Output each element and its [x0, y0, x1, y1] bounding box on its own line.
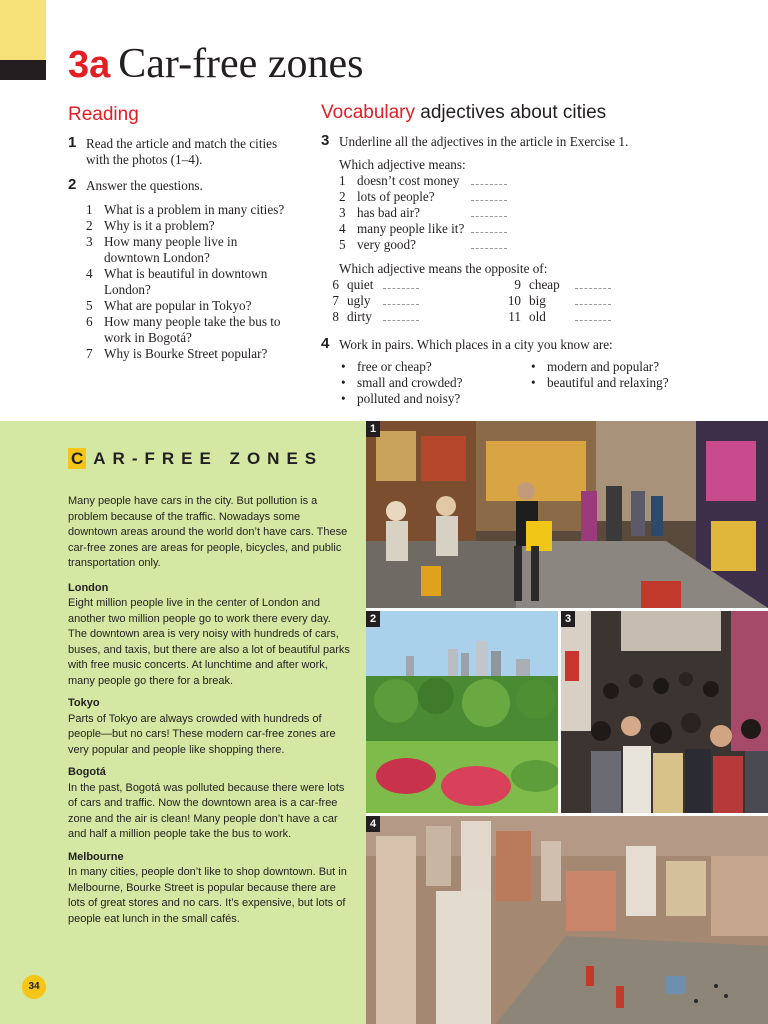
means-item [339, 173, 741, 189]
item-text: lots of people? [357, 189, 435, 204]
section-heading-bogota: Bogotá [68, 766, 106, 778]
prompt-opposite: Which adjective means the opposite of: [339, 261, 548, 276]
exercise-number: 2 [68, 176, 77, 193]
item-text: dirty [347, 309, 372, 324]
bullet-item: • free or cheap? [339, 359, 519, 375]
vocabulary-heading-red: Vocabulary [321, 102, 416, 123]
exercise-number: 3 [321, 132, 330, 149]
vocabulary-heading-rest: adjectives about cities [420, 102, 607, 123]
question-number: 5 [86, 298, 93, 313]
means-item [339, 205, 741, 221]
answer-blank [471, 175, 507, 185]
item-number: 9 [514, 277, 521, 292]
article-title [68, 449, 323, 469]
question-number: 1 [86, 202, 93, 217]
item-number: 1 [339, 173, 346, 188]
exercise-2 [68, 178, 298, 362]
question-text: Why is it a problem? [104, 218, 215, 233]
opposite-item [503, 277, 663, 293]
question-text: What is a problem in many cities? [104, 202, 285, 217]
question-number: 6 [86, 314, 93, 329]
reading-heading [68, 104, 139, 126]
exercise-text: Read the article and match the cities with the photos (1–4). [86, 136, 278, 167]
item-number: 7 [332, 293, 339, 308]
section-heading-london: London [68, 581, 109, 594]
opposite-item [321, 277, 481, 293]
item-number: 11 [508, 309, 521, 324]
question-number: 2 [86, 218, 93, 233]
corner-tab-yellow [0, 0, 46, 60]
means-item [339, 237, 741, 253]
question-item [86, 346, 286, 362]
answer-blank [471, 191, 507, 201]
item-text: many people like it? [357, 221, 465, 236]
opposite-grid [321, 277, 741, 325]
vocabulary-heading [321, 102, 606, 124]
question-number: 7 [86, 346, 93, 361]
item-number: 4 [339, 221, 346, 236]
article-title-initial: C [68, 448, 86, 469]
exercise-number: 4 [321, 335, 330, 352]
answer-blank [383, 295, 419, 305]
item-text: old [529, 309, 546, 324]
page-number: 34 [22, 975, 46, 999]
exercise-4 [321, 337, 741, 413]
question-number: 4 [86, 266, 93, 281]
photo-number: 2 [366, 611, 380, 627]
item-text: big [529, 293, 546, 308]
section-heading-tokyo: Tokyo [68, 697, 100, 709]
item-text: very good? [357, 237, 416, 252]
page-title [68, 36, 363, 93]
question-list [86, 202, 286, 362]
question-text: What is beautiful in downtown London? [104, 266, 268, 297]
unit-number: 3a [68, 44, 111, 86]
answer-blank [471, 239, 507, 249]
exercise-text: Work in pairs. Which places in a city you know are: [339, 337, 613, 352]
photo-number: 3 [561, 611, 575, 627]
answer-blank [383, 279, 419, 289]
article-body [68, 494, 350, 927]
item-text: ugly [347, 293, 371, 308]
section-text-tokyo: Parts of Tokyo are always crowded with hundreds of people—but no cars! These modern car-free zones are very popular and people like shopping there. [68, 712, 336, 756]
exercise-1 [68, 136, 298, 168]
section-heading-melbourne: Melbourne [68, 850, 124, 863]
question-text: Why is Bourke Street popular? [104, 346, 268, 361]
question-item [86, 298, 286, 314]
photo-3-crowd [561, 611, 768, 813]
section-text-bogota: In the past, Bogotá was polluted because there were lots of cars and traffic. Now the downtown area is a car-free zone and the air is clean! Many people don’t have a car and half a million people take the bus to work. [68, 781, 345, 840]
question-item [86, 266, 286, 298]
item-number: 8 [332, 309, 339, 324]
opposite-left-list [321, 277, 481, 325]
question-item [86, 218, 286, 234]
photo-number: 1 [366, 421, 380, 437]
bullet-list-right [529, 359, 729, 391]
answer-blank [471, 207, 507, 217]
question-item [86, 314, 286, 346]
question-item [86, 202, 286, 218]
article-title-rest: AR-FREE ZONES [93, 449, 324, 468]
unit-title: Car-free zones [118, 41, 364, 87]
opposite-item [321, 309, 481, 325]
item-text: quiet [347, 277, 374, 292]
opposite-item [503, 309, 663, 325]
bullet-item: • beautiful and relaxing? [529, 375, 729, 391]
reading-heading-text: Reading [68, 104, 139, 125]
photo-1-street [366, 421, 768, 608]
question-item [86, 234, 286, 266]
means-item [339, 189, 741, 205]
article-intro: Many people have cars in the city. But pollution is a problem because of the traffic. Nowadays some downtown areas around the world don’t have cars. These car-free zones are areas for people, bicycles, and public transportation only. [68, 495, 348, 569]
answer-blank [575, 279, 611, 289]
photo-4-city [366, 816, 768, 1024]
bullet-list-left [339, 359, 519, 407]
question-text: What are popular in Tokyo? [104, 298, 252, 313]
answer-blank [575, 295, 611, 305]
question-text: How many people take the bus to work in Bogotá? [104, 314, 281, 345]
item-number: 6 [332, 277, 339, 292]
opposite-right-list [503, 277, 663, 325]
answer-blank [471, 223, 507, 233]
bullet-item: • polluted and noisy? [339, 391, 519, 407]
exercise-3 [321, 134, 741, 325]
prompt-means: Which adjective means: [339, 157, 466, 172]
means-list [321, 173, 741, 253]
section-text-melbourne: In many cities, people don’t like to shop downtown. But in Melbourne, Bourke Street is popular because there are lots of great stores and no cars. It’s expensive, but lots of people eat lunch in the small cafés. [68, 866, 347, 925]
question-text: How many people live in downtown London? [104, 234, 238, 265]
section-text-london: Eight million people live in the center of London and another two million people go to work there every day. The downtown area is very noisy with hundreds of cars, buses, and taxis, but there are also a lot of beautiful parks with free music concerts. At lunchtime and after work, many people go there for a break. [68, 597, 350, 687]
means-item [339, 221, 741, 237]
item-text: has bad air? [357, 205, 420, 220]
item-number: 5 [339, 237, 346, 252]
opposite-item [321, 293, 481, 309]
corner-tab-black [0, 60, 46, 80]
item-text: doesn’t cost money [357, 173, 460, 188]
bullet-item: • modern and popular? [529, 359, 729, 375]
exercise-text: Answer the questions. [86, 178, 203, 193]
item-text: cheap [529, 277, 560, 292]
photo-2-park [366, 611, 558, 813]
opposite-item [503, 293, 663, 309]
photo-number: 4 [366, 816, 380, 832]
item-number: 2 [339, 189, 346, 204]
answer-blank [383, 311, 419, 321]
exercise-text: Underline all the adjectives in the article in Exercise 1. [339, 134, 629, 149]
item-number: 3 [339, 205, 346, 220]
item-number: 10 [507, 293, 521, 308]
exercise-number: 1 [68, 134, 77, 151]
question-number: 3 [86, 234, 93, 249]
answer-blank [575, 311, 611, 321]
bullet-item: • small and crowded? [339, 375, 519, 391]
